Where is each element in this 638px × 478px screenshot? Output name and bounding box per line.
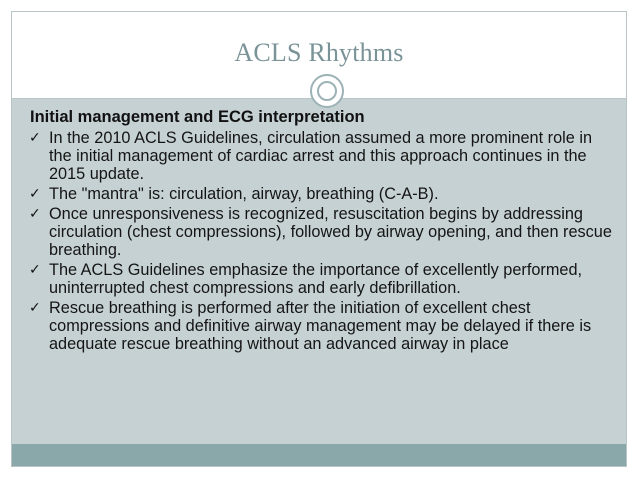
bullet-text: In the 2010 ACLS Guidelines, circulation assumed a more prominent role in the initial management of cardiac arrest and this approach continues in the 2015 update. — [49, 129, 593, 183]
bullet-item — [28, 299, 613, 353]
ring-inner — [317, 81, 337, 101]
bullet-list — [28, 129, 613, 353]
check-icon: ✓ — [29, 300, 41, 316]
slide-frame — [11, 11, 627, 467]
check-icon: ✓ — [29, 206, 41, 222]
bullet-text: Rescue breathing is performed after the initiation of excellent chest compressions and definitive airway management may be delayed if there is adequate rescue breathing without an advanced airway in place — [49, 299, 592, 353]
footer-band — [12, 444, 626, 466]
bullet-item — [28, 205, 613, 259]
bullet-item — [28, 185, 613, 203]
section-heading: Initial management and ECG interpretation — [30, 108, 365, 126]
slide-content — [28, 107, 613, 355]
bullet-item — [28, 261, 613, 297]
bullet-text: The "mantra" is: circulation, airway, breathing (C-A-B). — [49, 185, 439, 203]
bullet-text: The ACLS Guidelines emphasize the importance of excellently performed, uninterrupted chest compressions and early defibrillation. — [49, 261, 583, 297]
slide-title: ACLS Rhythms — [234, 38, 404, 67]
check-icon: ✓ — [29, 262, 41, 278]
ring-ornament-icon — [310, 74, 344, 108]
check-icon: ✓ — [29, 186, 41, 202]
check-icon: ✓ — [29, 130, 41, 146]
bullet-text: Once unresponsiveness is recognized, resuscitation begins by addressing circulation (chest compressions), followed by airway opening, and then rescue breathing. — [49, 205, 612, 259]
bullet-item — [28, 129, 613, 183]
